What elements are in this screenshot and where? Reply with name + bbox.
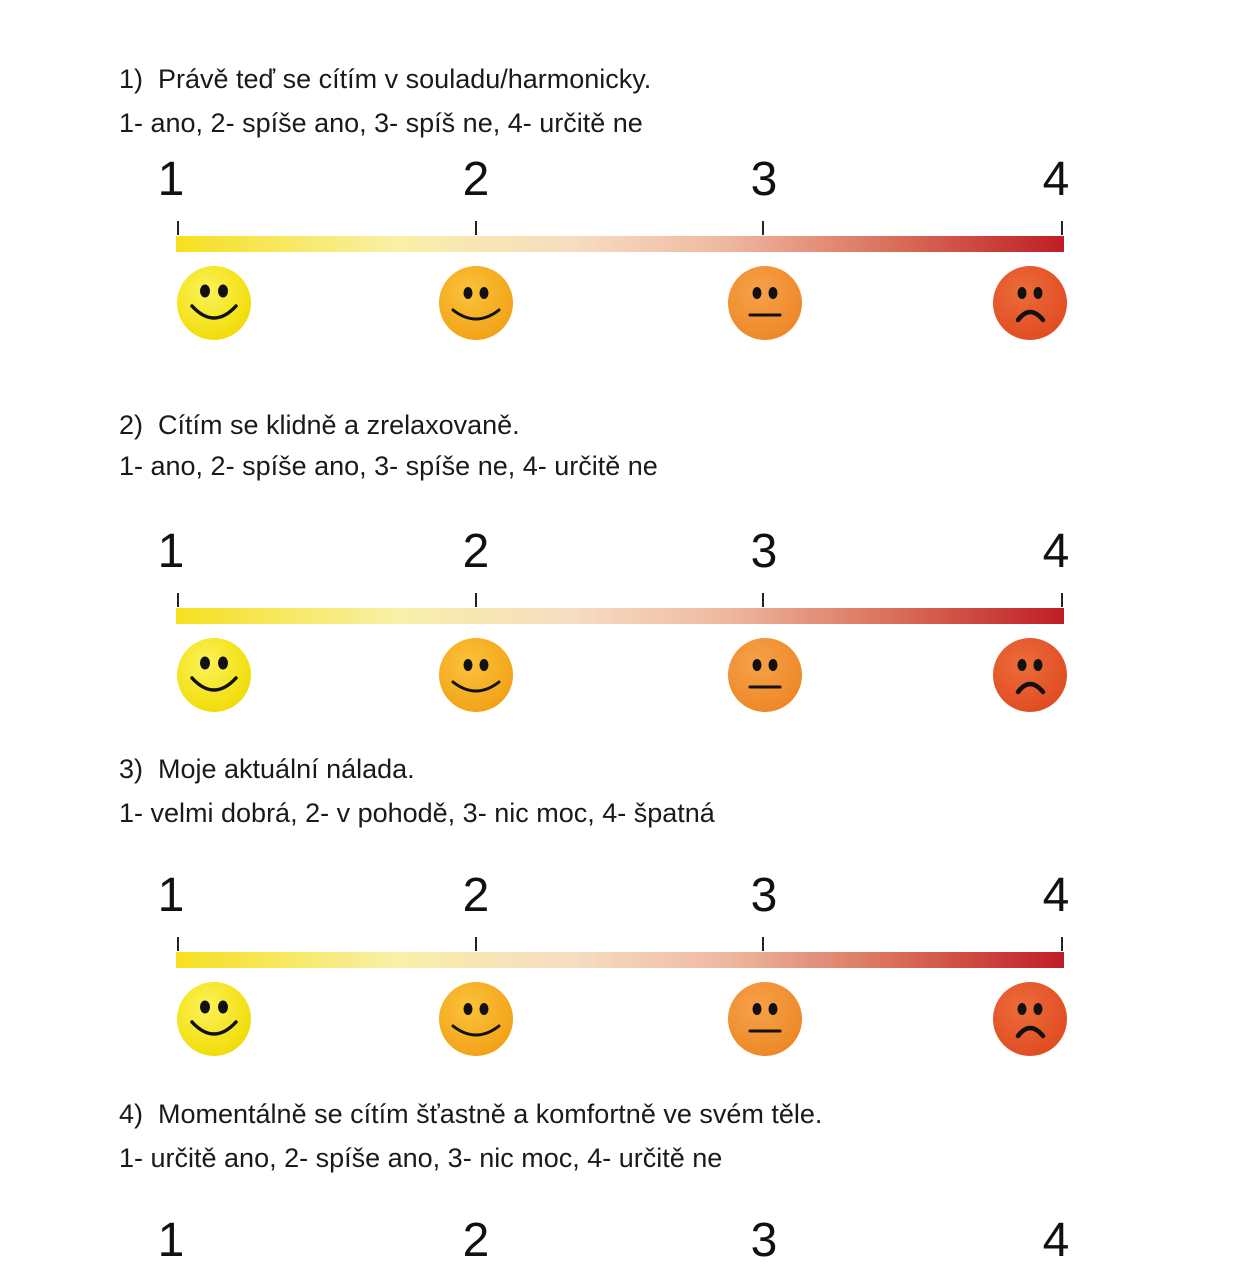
answer-options: 1- určitě ano, 2- spíše ano, 3- nic moc, 4- určitě ne	[119, 1143, 723, 1173]
scale-tick	[177, 593, 179, 607]
scale-label-1: 1	[157, 869, 185, 922]
scale-tick	[177, 221, 179, 235]
scale-tick	[475, 593, 477, 607]
question-4	[0, 1099, 1241, 1280]
scale-label-1: 1	[157, 1214, 185, 1267]
scale-label-1: 1	[157, 153, 185, 206]
question-title	[119, 64, 651, 95]
scale-gradient-bar	[176, 608, 1064, 624]
scale-label-4: 4	[1042, 525, 1070, 578]
scale-label-4: 4	[1042, 1214, 1070, 1267]
scale-label-2: 2	[462, 1214, 490, 1267]
scale-tick	[475, 937, 477, 951]
question-number: 3)	[119, 754, 144, 784]
question-2	[0, 410, 1241, 755]
frowning-face-icon[interactable]	[993, 982, 1067, 1056]
question-3	[0, 754, 1241, 1099]
scale-label-1: 1	[157, 525, 185, 578]
scale-tick	[475, 221, 477, 235]
scale-label-2: 2	[462, 869, 490, 922]
question-title	[119, 410, 520, 441]
question-number: 4)	[119, 1099, 144, 1129]
smiley-face-icon[interactable]	[177, 266, 251, 340]
neutral-face-icon[interactable]	[728, 982, 802, 1056]
rating-scale	[150, 525, 1100, 728]
question-text: Cítím se klidně a zrelaxovaně.	[158, 410, 520, 440]
scale-label-2: 2	[462, 153, 490, 206]
scale-tick	[1061, 593, 1063, 607]
answer-options: 1- ano, 2- spíše ano, 3- spíše ne, 4- určitě ne	[119, 451, 658, 481]
question-number: 2)	[119, 410, 144, 440]
scale-gradient-bar	[176, 236, 1064, 252]
question-1	[0, 64, 1241, 409]
smiley-face-icon[interactable]	[177, 638, 251, 712]
scale-tick	[1061, 221, 1063, 235]
smiley-face-icon[interactable]	[177, 982, 251, 1056]
neutral-face-icon[interactable]	[728, 266, 802, 340]
rating-scale	[150, 1214, 1100, 1280]
scale-tick	[177, 937, 179, 951]
scale-label-3: 3	[750, 525, 778, 578]
scale-label-4: 4	[1042, 153, 1070, 206]
rating-scale	[150, 153, 1100, 356]
scale-tick	[762, 593, 764, 607]
frowning-face-icon[interactable]	[993, 638, 1067, 712]
answer-options: 1- velmi dobrá, 2- v pohodě, 3- nic moc, 4- špatná	[119, 798, 715, 828]
question-text: Moje aktuální nálada.	[158, 754, 415, 784]
scale-tick	[762, 221, 764, 235]
smiley-face-icon[interactable]	[439, 982, 513, 1056]
scale-tick	[1061, 937, 1063, 951]
rating-scale	[150, 869, 1100, 1072]
question-text: Právě teď se cítím v souladu/harmonicky.	[158, 64, 652, 94]
scale-label-3: 3	[750, 153, 778, 206]
smiley-face-icon[interactable]	[439, 638, 513, 712]
question-number: 1)	[119, 64, 144, 94]
question-text: Momentálně se cítím šťastně a komfortně ve svém těle.	[158, 1099, 823, 1129]
scale-gradient-bar	[176, 952, 1064, 968]
scale-label-3: 3	[750, 1214, 778, 1267]
scale-tick	[762, 937, 764, 951]
scale-label-2: 2	[462, 525, 490, 578]
smiley-face-icon[interactable]	[439, 266, 513, 340]
neutral-face-icon[interactable]	[728, 638, 802, 712]
question-title	[119, 1099, 822, 1130]
question-title	[119, 754, 415, 785]
scale-label-3: 3	[750, 869, 778, 922]
frowning-face-icon[interactable]	[993, 266, 1067, 340]
scale-label-4: 4	[1042, 869, 1070, 922]
answer-options: 1- ano, 2- spíše ano, 3- spíš ne, 4- určitě ne	[119, 108, 643, 138]
